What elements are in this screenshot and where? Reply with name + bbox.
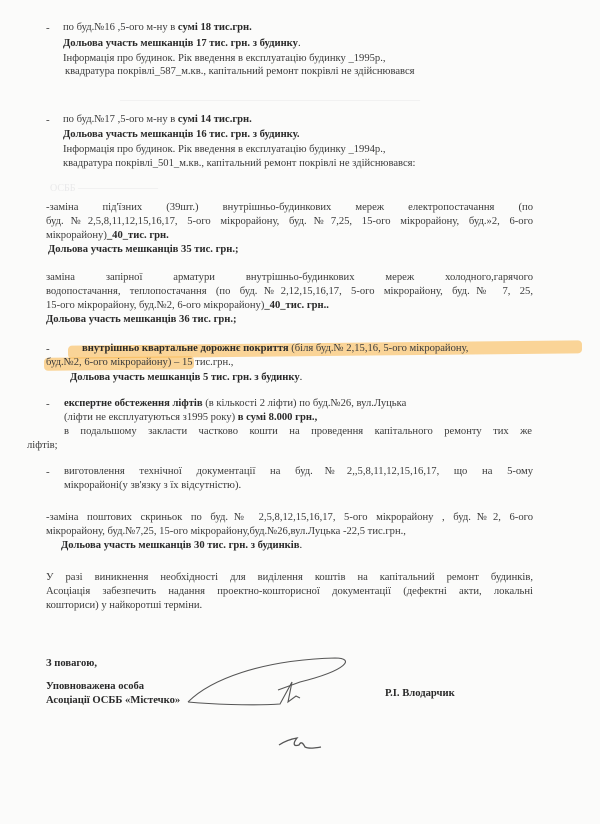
bud17-cost-line: по буд.№17 ,5-ого м-ну в сумі 14 тис.грн. (63, 114, 252, 125)
techdoc-line-2: мікрорайоні(у зв'язку з їх відсутністю). (64, 480, 242, 491)
regards-text: З повагою, (46, 658, 97, 669)
initials-mark-icon (275, 733, 325, 757)
bullet-dash: - (46, 114, 50, 126)
techdoc-line-1: виготовлення технічної документації на буд.№2,,5,8,11,12,15,16,17, що на 5-ому (64, 466, 533, 477)
signatory-role-line-1: Уповноважена особа (46, 681, 145, 692)
road-line-1: внутрішньо квартальне дорожнє покриття (біля буд.№ 2,15,16, 5-ого мікрорайону, (82, 343, 469, 354)
bullet-dash: - (46, 466, 50, 478)
show-through-text: ОСББ ———————— (50, 183, 158, 194)
closing-line-1: У разі виникнення необхідності для виділення коштів на капітальний ремонт будинків, (46, 572, 533, 583)
road-line-2: буд.№2, 6-ого мікрорайону) – 15 тис.грн., (46, 357, 234, 368)
mailboxes-line-1: -заміна поштових скриньок по буд.№ 2,5,8,12,15,16,17, 5-ого мікрорайону , буд.№2, 6-ого (46, 512, 533, 523)
water-share-line: Дольова участь мешканців 36 тис. грн.; (46, 314, 237, 325)
electro-share-line: Дольова участь мешканців 35 тис. грн.; (48, 244, 239, 255)
water-line-3: 15-ого мікрорайону, буд.№2, 6-ого мікрорайону)_40_тис. грн.. (46, 300, 329, 311)
signatory-name: Р.І. Влодарчик (385, 688, 455, 699)
bud16-cost-line: по буд.№16 ,5-ого м-ну в сумі 18 тис.грн. (63, 22, 252, 33)
closing-line-2: Асоціація забезпечить надання проектно-кошторисної документації (дефектні акти, локальні (46, 586, 533, 597)
lifts-line-3: в подальшому закласти частково кошти на проведення капітального ремонту тих же (64, 426, 532, 437)
bud17-info-line-2: квадратура покрівлі_501_м.кв., капітальний ремонт покрівлі не здійснювався: (63, 158, 416, 169)
show-through-text: —————————————————————————————— (120, 95, 420, 106)
closing-line-3: кошториси) у найкоротші терміни. (46, 600, 203, 611)
handwritten-signature-icon (180, 640, 360, 720)
bullet-dash: - (46, 398, 50, 410)
signatory-role-line-2: Асоціації ОСББ «Містечко» (46, 695, 181, 706)
bullet-dash: - (46, 22, 50, 34)
lifts-line-4: ліфтів; (27, 440, 58, 451)
bud16-info-line-1: Інформація про будинок. Рік введення в експлуатацію будинку _1995р., (63, 53, 386, 64)
electro-line-1: -заміна під'їзних (39шт.) внутрішньо-будинкових мереж електропостачання (по (46, 202, 533, 213)
mailboxes-line-2: мікрорайону, буд.№7,25, 15-ого мікрорайону,буд.№26,вул.Луцька -22,5 тис.грн., (46, 526, 406, 537)
lifts-line-1: експертне обстеження ліфтів (в кількості 2 ліфти) по буд.№26, вул.Луцька (64, 398, 407, 409)
mailboxes-share-line: Дольова участь мешканців 30 тис. грн. з будинків. (61, 540, 303, 551)
water-line-1: заміна запірної арматури внутрішньо-будинкових мереж холодного,гарячого (46, 272, 533, 283)
road-share-line: Дольова участь мешканців 5 тис. грн. з будинку. (70, 372, 303, 383)
lifts-line-2: (ліфти не експлуатуються з1995 року) в сумі 8.000 грн., (64, 412, 318, 423)
electro-line-2: буд.№2,5,8,11,12,15,16,17, 5-ого мікрорайону, буд.№7,25, 15-ого мікрорайону, буд.»2, 6-ого (46, 216, 533, 227)
water-line-2: водопостачання, теплопостачання (по буд.№2,12,15,16,17, 5-ого мікрорайону, буд.№ 7, 25, (46, 286, 533, 297)
bud17-info-line-1: Інформація про будинок. Рік введення в експлуатацію будинку _1994р., (63, 144, 386, 155)
electro-line-3: мікрорайону)_40_тис. грн. (46, 230, 169, 241)
bud16-share-line: Дольова участь мешканців 17 тис. грн. з будинку. (63, 38, 301, 49)
bud17-share-line: Дольова участь мешканців 16 тис. грн. з будинку. (63, 129, 300, 140)
bud16-info-line-2: квадратура покрівлі_587_м.кв., капітальний ремонт покрівлі не здійснювався (65, 66, 415, 77)
bullet-dash: - (46, 343, 50, 355)
